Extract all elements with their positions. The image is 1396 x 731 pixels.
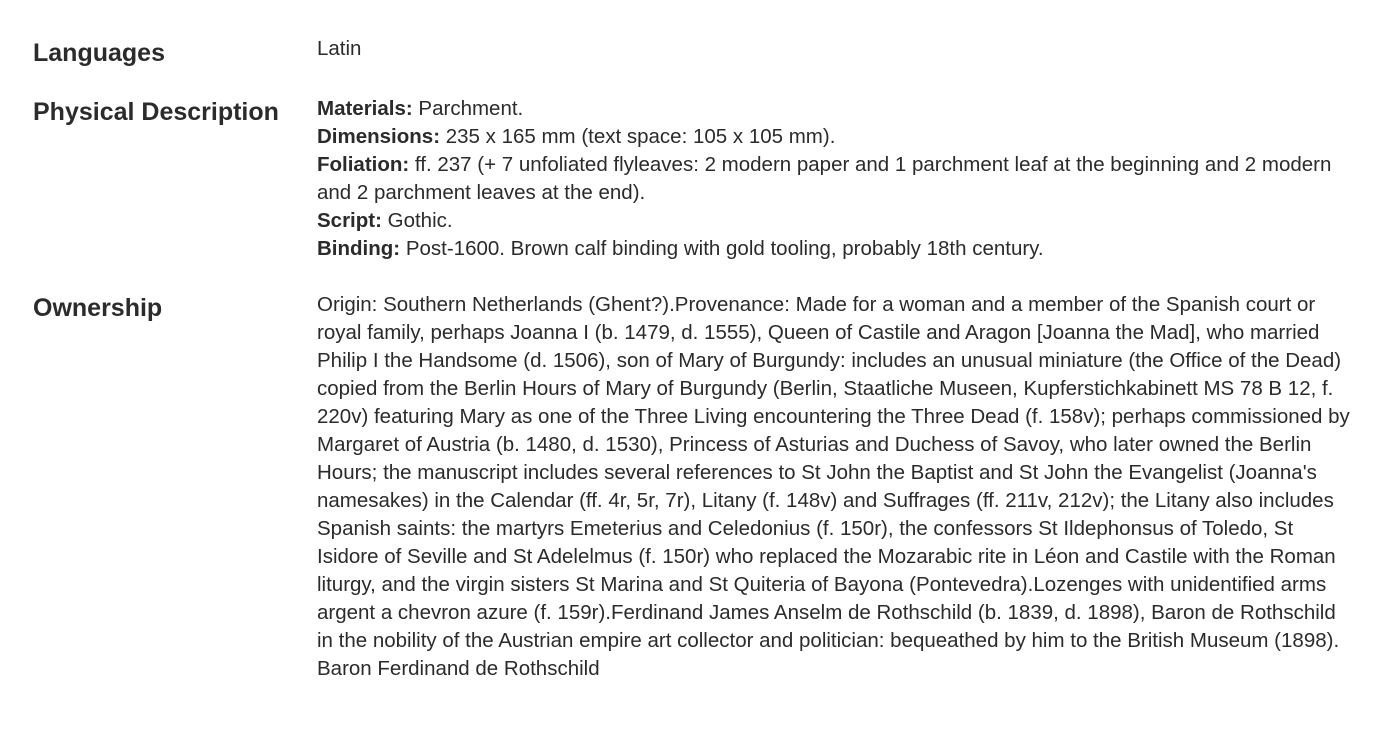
ownership-value: Origin: Southern Netherlands (Ghent?).Provenance: Made for a woman and a member of the Spanish court or royal family, perhaps Joanna I (b. 1479, d. 1555), Queen of Castile and Aragon [Joanna the Mad], who married Philip I the Handsome (d. 1506), son of Mary of Burgundy: includes an unusual miniature (the Office of the Dead) copied from the Berlin Hours of Mary of Burgundy (Berlin, Staatliche Museen, Kupferstichkabinett MS 78 B 12, f. 220v) featuring Mary as one of the Three Living encountering the Three Dead (f. 158v); perhaps commissioned by Margaret of Austria (b. 1480, d. 1530), Princess of Asturias and Duchess of Savoy, who later owned the Berlin Hours; the manuscript includes several references to St John the Baptist and St John the Evangelist (Joanna's namesakes) in the Calendar (ff. 4r, 5r, 7r), Litany (f. 148v) and Suffrages (ff. 211v, 212v); the Litany also includes Spanish saints: the martyrs Emeterius and Celedonius (f. 150r), the confessors St Ildephonsus of Toledo, St Isidore of Seville and St Adelelmus (f. 150r) who replaced the Mozarabic rite in Léon and Castile with the Roman liturgy, and the virgin sisters St Marina and St Quiteria of Bayona (Pontevedra).Lozenges with unidentified arms argent a chevron azure (f. 159r).Ferdinand James Anselm de Rothschild (b. 1839, d. 1898), Baron de Rothschild in the nobility of the Austrian empire art collector and politician: bequeathed by him to the British Museum (1898). Baron Ferdinand de Rothschild — [317, 293, 1350, 680]
dimensions-line — [317, 123, 1357, 151]
script-text: Gothic. — [381, 209, 453, 232]
materials-text: Parchment. — [412, 97, 524, 120]
foliation-key: Foliation: — [317, 153, 410, 176]
dimensions-text: 235 x 165 mm (text space: 105 x 105 mm). — [440, 125, 836, 148]
binding-key: Binding: — [317, 237, 401, 260]
script-key: Script: — [317, 209, 382, 232]
script-line — [317, 207, 1357, 235]
foliation-text: ff. 237 (+ 7 unfoliated flyleaves: 2 modern paper and 1 parchment leaf at the beginning and 2 modern and 2 parchment leaves at the end). — [317, 153, 1332, 204]
languages-value: Latin — [317, 37, 362, 60]
languages-label: Languages — [33, 39, 165, 67]
materials-line — [317, 95, 1357, 123]
binding-text: Post-1600. Brown calf binding with gold tooling, probably 18th century. — [400, 237, 1044, 260]
dimensions-key: Dimensions: — [317, 125, 441, 148]
binding-line — [317, 235, 1357, 263]
ownership-label: Ownership — [33, 294, 163, 322]
physical-description-label: Physical Description — [33, 98, 279, 126]
foliation-line — [317, 151, 1357, 207]
materials-key: Materials: — [317, 97, 413, 120]
physical-description-value — [317, 95, 1357, 263]
